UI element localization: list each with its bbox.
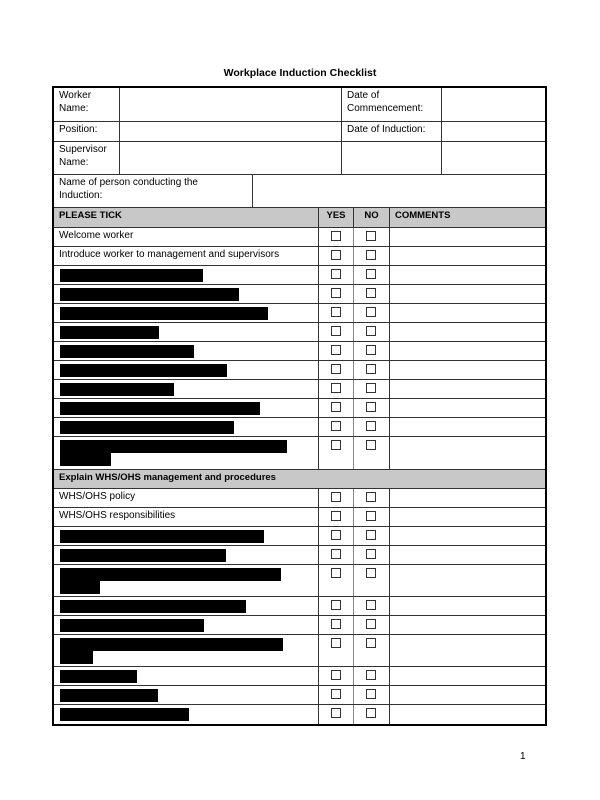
redaction-bar	[60, 345, 194, 358]
no-cell	[353, 380, 389, 398]
comments-cell[interactable]	[389, 266, 545, 284]
yes-checkbox[interactable]	[331, 549, 341, 559]
yes-cell	[318, 489, 353, 507]
date-induction-label: Date of Induction:	[341, 122, 441, 141]
comments-cell[interactable]	[389, 380, 545, 398]
worker-name-label: Worker Name:	[59, 90, 92, 114]
checklist-row	[54, 228, 545, 247]
redaction-bar	[60, 568, 281, 581]
no-cell	[353, 437, 389, 469]
checklist-row	[54, 304, 545, 323]
no-cell	[353, 266, 389, 284]
yes-checkbox[interactable]	[331, 307, 341, 317]
redaction-bar	[60, 530, 264, 543]
section-1-items	[54, 228, 545, 469]
no-cell	[353, 508, 389, 526]
yes-cell	[318, 597, 353, 615]
no-checkbox[interactable]	[366, 345, 376, 355]
yes-checkbox[interactable]	[331, 708, 341, 718]
item-label: Welcome worker	[59, 230, 134, 241]
no-checkbox[interactable]	[366, 708, 376, 718]
no-checkbox[interactable]	[366, 638, 376, 648]
yes-cell	[318, 437, 353, 469]
yes-checkbox[interactable]	[331, 269, 341, 279]
checklist-row	[54, 667, 545, 686]
comments-cell[interactable]	[389, 546, 545, 564]
conductor-field[interactable]	[252, 175, 545, 207]
comments-cell[interactable]	[389, 705, 545, 724]
redaction-bar	[60, 581, 100, 594]
no-cell	[353, 489, 389, 507]
yes-checkbox[interactable]	[331, 511, 341, 521]
checklist-row	[54, 342, 545, 361]
comments-cell[interactable]	[389, 228, 545, 246]
yes-cell	[318, 546, 353, 564]
no-cell	[353, 304, 389, 322]
worker-row	[54, 88, 545, 122]
redaction-bar	[60, 307, 268, 320]
position-field[interactable]	[119, 122, 341, 141]
no-cell	[353, 247, 389, 265]
no-cell	[353, 361, 389, 379]
checklist-row	[54, 565, 545, 597]
redaction-bar	[60, 600, 246, 613]
yes-cell	[318, 565, 353, 596]
checklist-row	[54, 399, 545, 418]
redaction-bar	[60, 453, 111, 466]
yes-cell	[318, 228, 353, 246]
no-cell	[353, 667, 389, 685]
no-checkbox[interactable]	[366, 269, 376, 279]
redaction-bar	[60, 651, 93, 664]
checklist-row	[54, 437, 545, 469]
comments-header: COMMENTS	[389, 208, 545, 227]
yes-cell	[318, 635, 353, 666]
supervisor-row	[54, 142, 545, 175]
document-title: Workplace Induction Checklist	[223, 67, 377, 79]
comments-cell[interactable]	[389, 247, 545, 265]
worker-name-field[interactable]	[119, 88, 341, 121]
no-checkbox[interactable]	[366, 364, 376, 374]
yes-checkbox[interactable]	[331, 383, 341, 393]
yes-cell	[318, 285, 353, 303]
yes-cell	[318, 342, 353, 360]
no-cell	[353, 686, 389, 704]
no-checkbox[interactable]	[366, 231, 376, 241]
yes-cell	[318, 304, 353, 322]
yes-cell	[318, 266, 353, 284]
redaction-bar	[60, 269, 203, 282]
no-cell	[353, 342, 389, 360]
no-cell	[353, 418, 389, 436]
checklist-row	[54, 597, 545, 616]
yes-cell	[318, 686, 353, 704]
yes-checkbox[interactable]	[331, 326, 341, 336]
yes-checkbox[interactable]	[331, 638, 341, 648]
yes-cell	[318, 361, 353, 379]
comments-cell[interactable]	[389, 667, 545, 685]
redaction-bar	[60, 364, 227, 377]
yes-checkbox[interactable]	[331, 402, 341, 412]
no-checkbox[interactable]	[366, 440, 376, 450]
yes-cell	[318, 527, 353, 545]
no-checkbox[interactable]	[366, 568, 376, 578]
checklist-row	[54, 361, 545, 380]
please-tick-header: PLEASE TICK	[59, 210, 122, 221]
no-checkbox[interactable]	[366, 402, 376, 412]
comments-cell[interactable]	[389, 323, 545, 341]
no-checkbox[interactable]	[366, 600, 376, 610]
checklist-row	[54, 635, 545, 667]
date-commencement-field[interactable]	[441, 88, 545, 121]
comments-cell[interactable]	[389, 418, 545, 436]
checklist-row	[54, 418, 545, 437]
checklist-row	[54, 686, 545, 705]
checklist-row	[54, 380, 545, 399]
yes-checkbox[interactable]	[331, 421, 341, 431]
no-cell	[353, 705, 389, 724]
comments-cell[interactable]	[389, 635, 545, 666]
date-commencement-label: Date of Commencement:	[341, 88, 441, 121]
no-cell	[353, 323, 389, 341]
yes-cell	[318, 323, 353, 341]
redaction-bar	[60, 383, 174, 396]
checklist-row	[54, 285, 545, 304]
redaction-bar	[60, 421, 234, 434]
comments-cell[interactable]	[389, 597, 545, 615]
yes-cell	[318, 667, 353, 685]
no-cell	[353, 597, 389, 615]
no-cell	[353, 527, 389, 545]
no-checkbox[interactable]	[366, 288, 376, 298]
no-checkbox[interactable]	[366, 511, 376, 521]
checklist-row	[54, 527, 545, 546]
section-2-header-row	[54, 469, 545, 489]
yes-checkbox[interactable]	[331, 600, 341, 610]
tick-header-row	[54, 208, 545, 228]
position-row	[54, 122, 545, 142]
checklist-row	[54, 489, 545, 508]
comments-cell[interactable]	[389, 686, 545, 704]
no-checkbox[interactable]	[366, 619, 376, 629]
redaction-bar	[60, 402, 260, 415]
redaction-bar	[60, 689, 158, 702]
yes-checkbox[interactable]	[331, 568, 341, 578]
no-checkbox[interactable]	[366, 670, 376, 680]
comments-cell[interactable]	[389, 489, 545, 507]
no-cell	[353, 635, 389, 666]
redaction-bar	[60, 670, 137, 683]
no-checkbox[interactable]	[366, 689, 376, 699]
comments-cell[interactable]	[389, 508, 545, 526]
yes-checkbox[interactable]	[331, 440, 341, 450]
no-cell	[353, 228, 389, 246]
no-checkbox[interactable]	[366, 383, 376, 393]
item-label: WHS/OHS responsibilities	[59, 510, 176, 521]
redaction-bar	[60, 708, 189, 721]
redaction-bar	[60, 549, 226, 562]
comments-cell[interactable]	[389, 616, 545, 634]
redaction-bar	[60, 288, 239, 301]
checklist-row	[54, 323, 545, 342]
no-checkbox[interactable]	[366, 250, 376, 260]
no-checkbox[interactable]	[366, 307, 376, 317]
yes-checkbox[interactable]	[331, 364, 341, 374]
checklist-row	[54, 546, 545, 565]
section-2-items	[54, 489, 545, 724]
yes-checkbox[interactable]	[331, 530, 341, 540]
redaction-bar	[60, 326, 159, 339]
yes-cell	[318, 418, 353, 436]
comments-cell[interactable]	[389, 304, 545, 322]
comments-cell[interactable]	[389, 342, 545, 360]
yes-cell	[318, 616, 353, 634]
no-cell	[353, 285, 389, 303]
yes-checkbox[interactable]	[331, 250, 341, 260]
yes-checkbox[interactable]	[331, 288, 341, 298]
no-checkbox[interactable]	[366, 549, 376, 559]
no-cell	[353, 399, 389, 417]
yes-cell	[318, 380, 353, 398]
yes-checkbox[interactable]	[331, 670, 341, 680]
conductor-row	[54, 175, 545, 208]
supervisor-extra-cell-2[interactable]	[441, 142, 545, 174]
no-cell	[353, 565, 389, 596]
item-label: Introduce worker to management and supervisors	[59, 249, 280, 260]
comments-cell[interactable]	[389, 285, 545, 303]
yes-cell	[318, 399, 353, 417]
page-number: 1	[520, 751, 526, 762]
supervisor-field[interactable]	[119, 142, 341, 174]
no-checkbox[interactable]	[366, 530, 376, 540]
no-checkbox[interactable]	[366, 326, 376, 336]
comments-cell[interactable]	[389, 565, 545, 596]
checklist-row	[54, 247, 545, 266]
yes-checkbox[interactable]	[331, 689, 341, 699]
comments-cell[interactable]	[389, 527, 545, 545]
redaction-bar	[60, 638, 283, 651]
no-checkbox[interactable]	[366, 421, 376, 431]
supervisor-label: Supervisor Name:	[59, 144, 107, 168]
conductor-label: Name of person conducting the Induction:	[59, 177, 198, 201]
yes-header: YES	[318, 208, 353, 227]
yes-cell	[318, 705, 353, 724]
yes-checkbox[interactable]	[331, 231, 341, 241]
no-cell	[353, 616, 389, 634]
comments-cell[interactable]	[389, 361, 545, 379]
checklist-table	[52, 86, 547, 726]
comments-cell[interactable]	[389, 437, 545, 469]
date-induction-field[interactable]	[441, 122, 545, 141]
yes-checkbox[interactable]	[331, 619, 341, 629]
redaction-bar	[60, 619, 204, 632]
position-label: Position:	[59, 124, 98, 135]
yes-cell	[318, 508, 353, 526]
yes-checkbox[interactable]	[331, 345, 341, 355]
yes-checkbox[interactable]	[331, 492, 341, 502]
no-checkbox[interactable]	[366, 492, 376, 502]
item-label: WHS/OHS policy	[59, 491, 136, 502]
no-cell	[353, 546, 389, 564]
redaction-bar	[60, 440, 287, 453]
supervisor-extra-cell[interactable]	[341, 142, 441, 174]
no-header: NO	[353, 208, 389, 227]
yes-cell	[318, 247, 353, 265]
checklist-row	[54, 266, 545, 285]
checklist-row	[54, 508, 545, 527]
section-2-title: Explain WHS/OHS management and procedures	[59, 472, 276, 483]
checklist-row	[54, 705, 545, 724]
comments-cell[interactable]	[389, 399, 545, 417]
checklist-row	[54, 616, 545, 635]
